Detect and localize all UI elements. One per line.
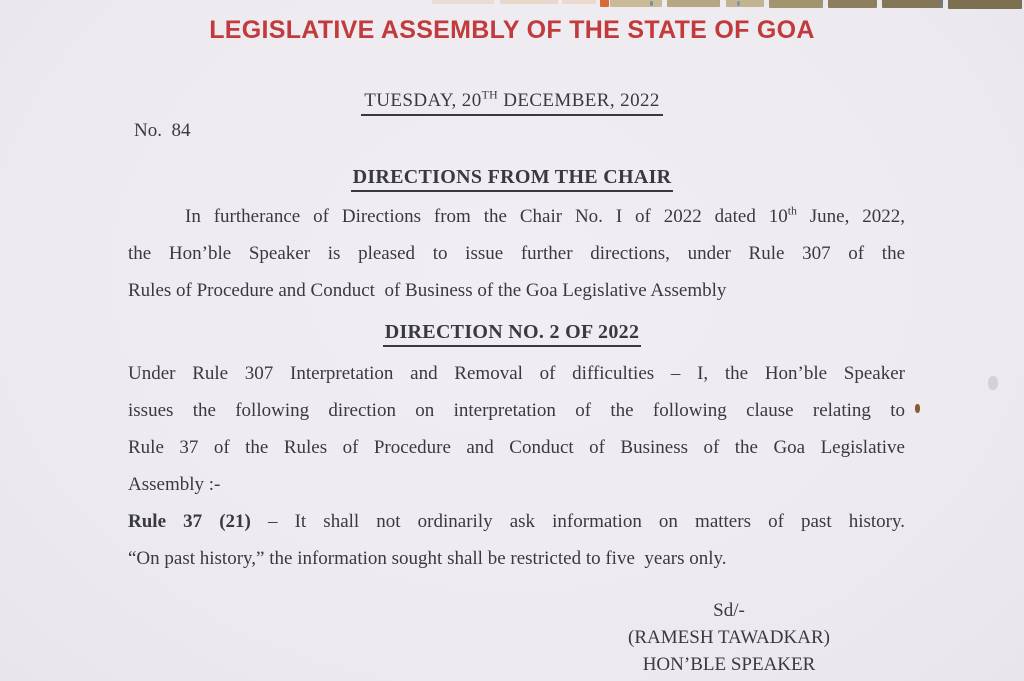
rule-paragraph-line2: “On past history,” the information sought shall be restricted to five years only. [128,548,727,569]
photo-strip-segment [769,0,823,8]
intro-paragraph-line1 [128,198,905,235]
photo-strip-segment [828,0,877,8]
signature-name: (RAMESH TAWADKAR) [628,627,830,648]
photo-strip-segment [948,0,1022,9]
photo-strip-segment [610,0,662,7]
direction-heading: DIRECTION NO. 2 OF 2022 [383,320,642,347]
rule-paragraph [128,503,905,577]
intro-paragraph-line2: the Hon’ble Speaker is pleased to issue further directions, under Rule 307 of the [128,243,905,264]
section-heading: DIRECTIONS FROM THE CHAIR [351,165,674,192]
direction-paragraph-line2: issues the following direction on interpretation of the following clause relating to [128,400,905,421]
photo-strip-segment [600,0,609,7]
intro-line1-superscript: th [787,204,797,218]
section-heading-row [0,165,1024,192]
photo-strip-segment [667,0,720,7]
photo-strip-segment [726,0,764,7]
photo-strip-segment [500,0,558,4]
session-date-superscript: TH [481,88,499,102]
scan-speck [988,376,998,390]
intro-paragraph [128,198,905,309]
photo-strip-segment [432,0,494,4]
scan-speck [915,404,920,413]
intro-line1-tail: June, 2022, [796,206,906,227]
direction-paragraph-line3: Rule 37 of the Rules of Procedure and Conduct of Business of the Goa Legislative [128,437,905,458]
photo-strip-segment [562,0,596,4]
scan-speck [737,1,740,6]
signature-designation: HON’BLE SPEAKER [642,654,816,675]
notice-number: No. 84 [134,120,191,141]
scan-speck [650,1,653,6]
signature-sd: Sd/- [713,600,745,621]
session-date-prefix: TUESDAY, 20 [364,90,482,111]
photo-strip-segment [882,0,943,8]
rule-line1-text: – It shall not ordinarily ask information on matters of past history. [250,511,906,532]
intro-paragraph-line3: Rules of Procedure and Conduct of Business of the Goa Legislative Assembly [128,280,727,301]
intro-line1-text: In furtherance of Directions from the Chair No. I of 2022 dated 10 [185,206,788,227]
direction-paragraph-line1: Under Rule 307 Interpretation and Removal of difficulties – I, the Hon’ble Speaker [128,363,905,384]
direction-paragraph-line4: Assembly :- [128,474,221,495]
rule-paragraph-line1 [128,503,905,540]
scan-photo-strip [0,0,1024,10]
session-date-suffix: DECEMBER, 2022 [498,90,660,111]
scan-speck [940,1,943,7]
page-title: LEGISLATIVE ASSEMBLY OF THE STATE OF GOA [209,16,815,44]
direction-heading-row [0,320,1024,347]
direction-paragraph [128,355,905,503]
session-date-row [0,89,1024,116]
signature-block [611,597,847,678]
session-date [361,89,663,116]
rule-label: Rule 37 (21) [128,511,251,532]
